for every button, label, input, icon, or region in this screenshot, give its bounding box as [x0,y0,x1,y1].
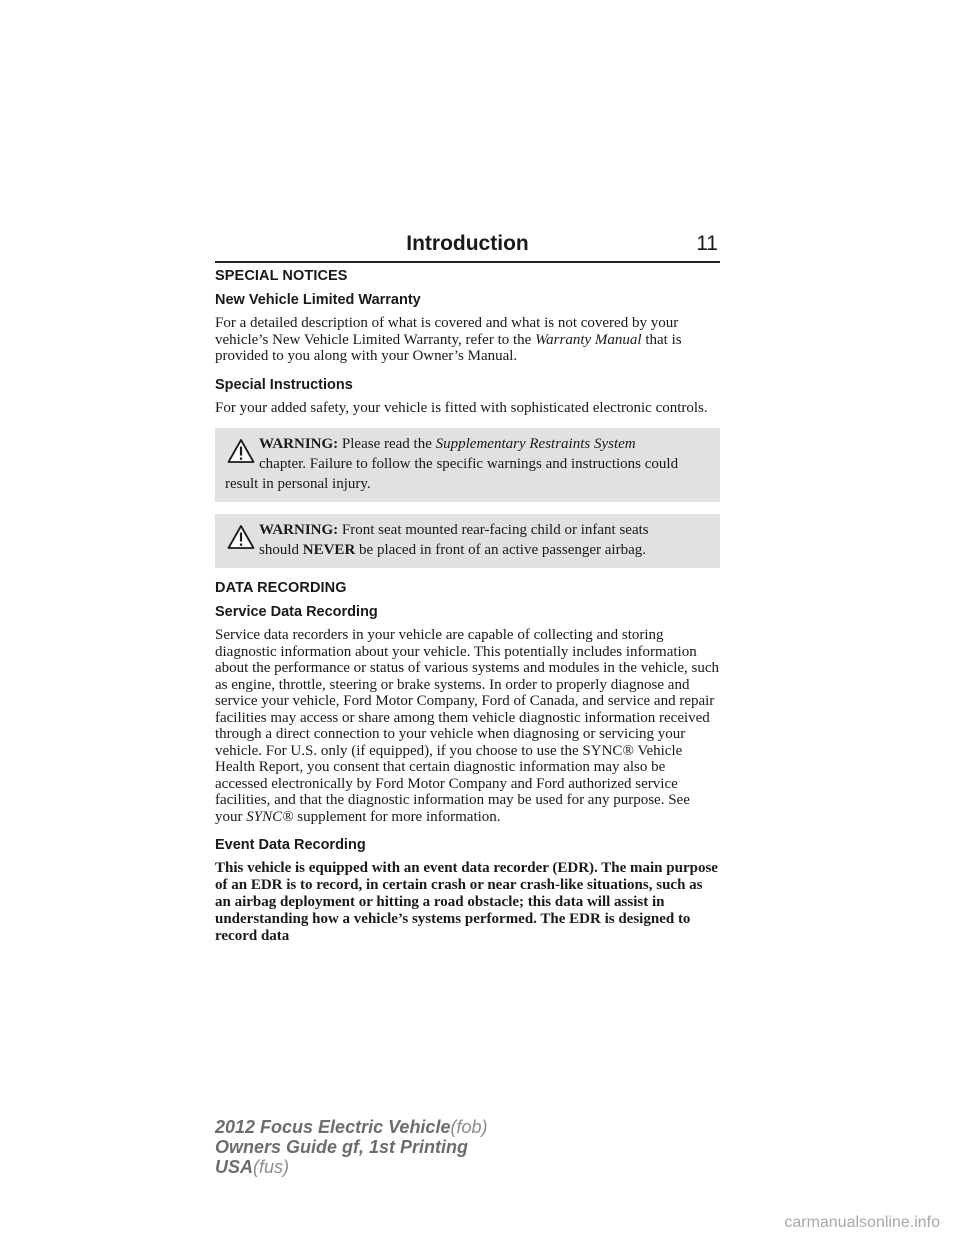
instructions-paragraph: For your added safety, your vehicle is fitted with sophisticated electronic controls. [215,399,708,416]
warning-label: WARNING: [259,436,339,452]
warning-label: WARNING: [259,522,339,538]
warning-box: WARNING: Please read the Supplementary Restraints System chapter. Failure to follow the specific warnings and instructions could result in personal injury. [215,428,720,502]
page-content [215,268,720,945]
never-emphasis: NEVER [302,542,356,558]
service-data-paragraph: Service data recorders in your vehicle are capable of collecting and storing diagnostic information about your vehicle. This potentially includes information about the performance or status of various systems and modules in the vehicle, such as engine, throttle, steering or brake systems. In order to properly diagnose and service your vehicle, Ford Motor Company, Ford of Canada, and service and repair facilities may access or share among them vehicle diagnostic information received through a direct connection to your vehicle when diagnosing or servicing your vehicle. For U.S. only (if equipped), if you choose to use the SYNC® Vehicle Health Report, you consent that certain diagnostic information may also be accessed electronically by Ford Motor Company and Ford authorized service facilities, and that the diagnostic information may be used for any purpose. See your SYNC® supplement for more information. [215,627,720,825]
event-data-paragraph: This vehicle is equipped with an event data recorder (EDR). The main purpose of an EDR is to record, in certain crash or near crash-like situations, such as an airbag deployment or hitting a road obstacle; this data will assist in understanding how a vehicle’s systems performed. The EDR is designed to record data [215,860,718,944]
subheading-warranty: New Vehicle Limited Warranty [215,292,421,308]
section-heading-data-recording: DATA RECORDING [215,580,347,596]
srs-chapter-ref: Supplementary Restraints System [435,436,636,452]
warning-triangle-icon [227,524,255,550]
chapter-title: Introduction [406,232,529,255]
warranty-paragraph: For a detailed description of what is covered and what is not covered by your vehicle’s New Vehicle Limited Warranty, refer to the Warranty Manual that is provided to you along with your Owner’s Manual. [215,315,682,364]
document-footer: 2012 Focus Electric Vehicle(fob) Owners Guide gf, 1st Printing USA(fus) [215,1117,488,1177]
warning-box: WARNING: Front seat mounted rear-facing child or infant seats should NEVER be placed in front of an active passenger airbag. [215,514,720,568]
section-heading-special-notices: SPECIAL NOTICES [215,268,348,284]
warranty-manual-ref: Warranty Manual [535,331,642,348]
subheading-event-data: Event Data Recording [215,837,366,853]
subheading-service-data: Service Data Recording [215,604,378,620]
warning-triangle-icon [227,438,255,464]
page-number: 11 [696,232,718,255]
subheading-special-instructions: Special Instructions [215,376,353,393]
sync-supplement-ref: SYNC® [246,808,294,825]
watermark: carmanualsonline.info [784,1214,940,1231]
page-header [215,228,720,263]
